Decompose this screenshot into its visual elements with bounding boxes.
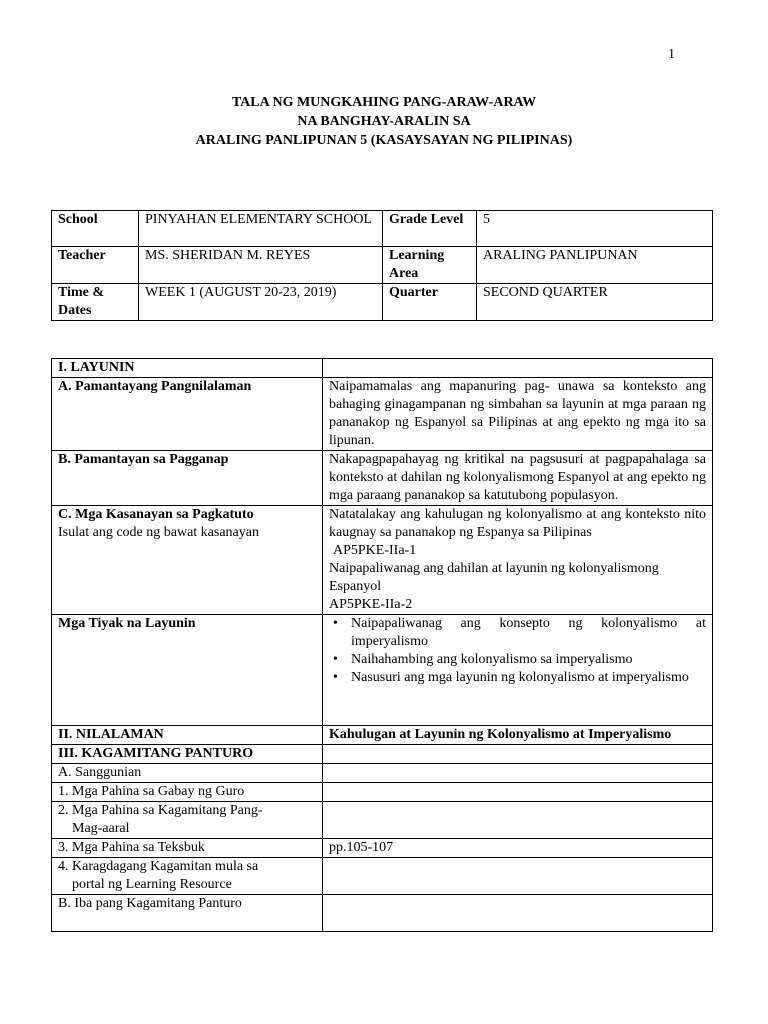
grade-value: 5 — [477, 211, 713, 247]
iba-pang-kagamitan-empty — [323, 895, 713, 932]
pamantayang-pangnilalaman-label: A. Pamantayang Pangnilalaman — [52, 378, 323, 451]
kasanayan-sublabel: Isulat ang code ng bawat kasanayan — [58, 525, 259, 540]
kasanayan-text-2: Naipapaliwanag ang dahilan at layunin ng kolonyalismong Espanyol — [329, 561, 659, 594]
document-title — [0, 93, 768, 150]
gabay-ng-guro-empty — [323, 783, 713, 802]
sanggunian-label: A. Sanggunian — [52, 764, 323, 783]
page-number: 1 — [668, 47, 675, 62]
row-karagdagang-kagamitan — [52, 858, 713, 895]
row-tiyak-na-layunin — [52, 615, 713, 726]
kagamitang-mag-aaral-label-2: Mag-aaral — [72, 821, 130, 836]
row-nilalaman — [52, 726, 713, 745]
karagdagang-kagamitan-empty — [323, 858, 713, 895]
time-dates-label: Time & Dates — [52, 284, 139, 321]
gabay-ng-guro-label: 1. Mga Pahina sa Gabay ng Guro — [52, 783, 323, 802]
title-line-2: NA BANGHAY-ARALIN SA — [297, 114, 471, 129]
karagdagang-kagamitan-cell — [52, 858, 323, 895]
kagamitang-panturo-label: III. KAGAMITANG PANTURO — [52, 745, 323, 764]
grade-label: Grade Level — [383, 211, 477, 247]
kagamitang-mag-aaral-cell — [52, 802, 323, 839]
kasanayan-code-1: AP5PKE-IIa-1 — [333, 543, 417, 558]
row-layunin — [52, 359, 713, 378]
teksbuk-label: 3. Mga Pahina sa Teksbuk — [52, 839, 323, 858]
tiyak-na-layunin-list — [329, 615, 706, 687]
row-kagamitang-mag-aaral — [52, 802, 713, 839]
row-gabay-ng-guro — [52, 783, 713, 802]
layunin-heading: I. LAYUNIN — [52, 359, 323, 378]
nilalaman-value: Kahulugan at Layunin ng Kolonyalismo at Imperyalismo — [323, 726, 713, 745]
row-kasanayan — [52, 506, 713, 615]
kasanayan-label-cell — [52, 506, 323, 615]
pamantayan-pagganap-value: Nakapagpapahayag ng kritikal na pagsusuri at pagpapahalaga sa konteksto at dahilan ng kolonyalismong Espanyol at ang epekto ng mga paraang pananakop sa katutubong populasyon. — [323, 451, 713, 506]
layunin-empty — [323, 359, 713, 378]
nilalaman-label: II. NILALAMAN — [52, 726, 323, 745]
list-item: • Nasusuri ang mga layunin ng kolonyalismo at imperyalismo — [329, 669, 706, 687]
kagamitang-mag-aaral-empty — [323, 802, 713, 839]
tiyak-na-layunin-cell — [323, 615, 713, 726]
list-item: • Naipapaliwanag ang konsepto ng kolonyalismo at imperyalismo — [329, 615, 706, 651]
info-row-school — [52, 211, 713, 247]
row-pamantayan-pagganap — [52, 451, 713, 506]
title-line-1: TALA NG MUNGKAHING PANG-ARAW-ARAW — [231, 95, 537, 110]
time-dates-value: WEEK 1 (AUGUST 20-23, 2019) — [139, 284, 383, 321]
tiyak-na-layunin-label: Mga Tiyak na Layunin — [52, 615, 323, 726]
info-row-time — [52, 284, 713, 321]
row-iba-pang-kagamitan — [52, 895, 713, 932]
sanggunian-empty — [323, 764, 713, 783]
quarter-value: SECOND QUARTER — [477, 284, 713, 321]
kasanayan-label: C. Mga Kasanayan sa Pagkatuto — [58, 507, 254, 522]
pamantayan-pagganap-label: B. Pamantayan sa Pagganap — [52, 451, 323, 506]
kasanayan-text-1: Natatalakay ang kahulugan ng kolonyalismo at ang konteksto nito kaugnay sa pananakop ng Espanya sa Pilipinas — [329, 507, 706, 540]
school-label: School — [52, 211, 139, 247]
learning-area-label: Learning Area — [383, 247, 477, 284]
title-line-3: ARALING PANLIPUNAN 5 (KASAYSAYAN NG PILIPINAS) — [195, 133, 573, 148]
learning-area-value: ARALING PANLIPUNAN — [477, 247, 713, 284]
kasanayan-code-2: AP5PKE-IIa-2 — [329, 597, 413, 612]
school-value: PINYAHAN ELEMENTARY SCHOOL — [139, 211, 383, 247]
kasanayan-value-cell — [323, 506, 713, 615]
row-sanggunian — [52, 764, 713, 783]
teacher-value: MS. SHERIDAN M. REYES — [139, 247, 383, 284]
list-item: • Naihahambing ang kolonyalismo sa imperyalismo — [329, 651, 706, 669]
karagdagang-kagamitan-label-1: 4. Karagdagang Kagamitan mula sa — [58, 859, 259, 874]
kagamitang-mag-aaral-label-1: 2. Mga Pahina sa Kagamitang Pang- — [58, 803, 263, 818]
header-info-table — [51, 210, 713, 321]
row-pamantayang-pangnilalaman — [52, 378, 713, 451]
teacher-label: Teacher — [52, 247, 139, 284]
iba-pang-kagamitan-label: B. Iba pang Kagamitang Panturo — [52, 895, 323, 932]
karagdagang-kagamitan-label-2: portal ng Learning Resource — [72, 877, 232, 892]
info-row-teacher — [52, 247, 713, 284]
kagamitang-panturo-empty — [323, 745, 713, 764]
row-kagamitang-panturo — [52, 745, 713, 764]
pamantayang-pangnilalaman-value: Naipamamalas ang mapanuring pag- unawa sa konteksto ang bahaging ginagampanan ng simbahan sa layunin at mga paraan ng pananakop ng Espanyol sa Pilipinas at ang epekto ng mga ito sa lipunan. — [323, 378, 713, 451]
teksbuk-value: pp.105-107 — [323, 839, 713, 858]
row-teksbuk — [52, 839, 713, 858]
lesson-plan-table — [51, 358, 713, 932]
quarter-label: Quarter — [383, 284, 477, 321]
